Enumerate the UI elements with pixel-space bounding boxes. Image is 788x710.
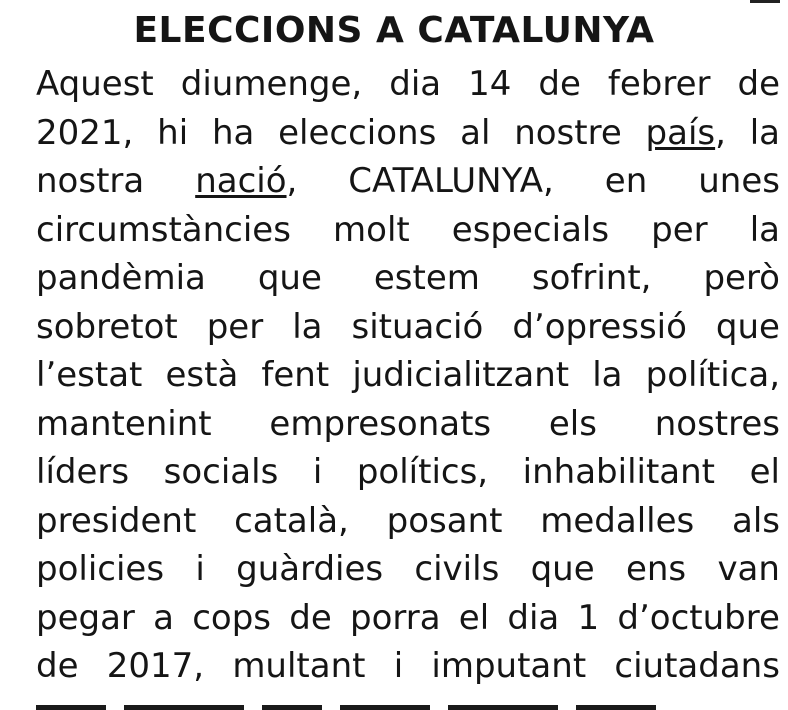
- word: eleccions: [278, 112, 437, 153]
- text-line: [36, 448, 780, 497]
- text-line: [36, 254, 780, 303]
- word: CATALUNYA,: [348, 161, 554, 201]
- word: a: [153, 597, 174, 638]
- word: mantenint: [36, 403, 212, 444]
- word: d’octubre: [617, 597, 780, 638]
- word: la: [592, 355, 623, 395]
- word: guàrdies: [236, 549, 384, 589]
- word: la: [749, 112, 780, 153]
- word: català,: [234, 500, 349, 541]
- word: nostres: [654, 403, 780, 444]
- text-line: [36, 109, 780, 158]
- word: cops: [192, 597, 272, 638]
- text-line: [36, 497, 780, 546]
- word: l’estat: [36, 355, 143, 395]
- word: unes: [698, 161, 780, 201]
- word: de: [737, 64, 780, 104]
- word: 2017,: [106, 646, 205, 686]
- word: especials: [451, 209, 610, 250]
- word: policies: [36, 549, 165, 589]
- text-line: [36, 60, 780, 109]
- text-line: [36, 206, 780, 255]
- word: nostre: [514, 112, 622, 153]
- word: el: [458, 597, 490, 638]
- word: ha: [211, 112, 255, 153]
- word: multant: [232, 646, 366, 686]
- word: als: [732, 500, 780, 541]
- word: que: [257, 258, 322, 298]
- word: 1: [577, 597, 600, 638]
- word: fent: [261, 355, 330, 395]
- word: president: [36, 500, 197, 541]
- word: el: [749, 452, 780, 492]
- word: ciutadans: [614, 646, 780, 686]
- word: 2021,: [36, 112, 134, 153]
- word: imputant: [431, 646, 587, 686]
- word: nostra: [36, 161, 145, 201]
- text-line: [36, 642, 780, 691]
- word: d’opressió: [512, 306, 687, 347]
- word: en: [604, 161, 648, 201]
- word: però: [703, 258, 780, 298]
- word: política,: [645, 355, 780, 395]
- word: pandèmia: [36, 258, 206, 298]
- word: la: [292, 306, 323, 347]
- article-title: ELECCIONS A CATALUNYA: [133, 10, 655, 51]
- word: està: [165, 355, 239, 395]
- text-line: [36, 157, 780, 206]
- word: per: [651, 209, 708, 250]
- word: i: [312, 452, 323, 492]
- word: judicialitzant: [352, 355, 570, 395]
- word: els: [548, 403, 597, 444]
- word: civils: [414, 549, 500, 589]
- word: inhabilitant: [522, 452, 716, 492]
- word: pegar: [36, 597, 135, 638]
- text-line: [36, 545, 780, 594]
- word: ens: [625, 549, 687, 589]
- word: dia: [389, 64, 442, 104]
- word: i: [195, 549, 205, 589]
- word: Aquest: [36, 64, 154, 104]
- word: empresonats: [269, 403, 492, 444]
- word: nació,: [195, 161, 298, 201]
- word: que: [715, 306, 780, 347]
- word: la: [749, 209, 780, 250]
- article-body: [36, 60, 780, 691]
- word: líders: [36, 452, 130, 492]
- word: que: [530, 549, 595, 589]
- word: situació: [351, 306, 484, 347]
- word: 14: [468, 64, 512, 104]
- word: per: [206, 306, 264, 347]
- word: i: [393, 646, 404, 686]
- text-line: [36, 351, 780, 400]
- text-line: [36, 303, 780, 352]
- word: hi: [157, 112, 189, 153]
- word: medalles: [540, 500, 695, 541]
- word: sofrint,: [531, 258, 652, 298]
- word: dia: [507, 597, 560, 638]
- text-line: [36, 594, 780, 643]
- word: de: [538, 64, 581, 104]
- word: posant: [386, 500, 503, 541]
- word: socials: [163, 452, 279, 492]
- word: van: [717, 549, 780, 589]
- text-line: [36, 400, 780, 449]
- word: porra: [349, 597, 441, 638]
- word: diumenge,: [180, 64, 363, 104]
- cut-off-line: [36, 698, 756, 710]
- word: país,: [645, 112, 726, 153]
- word: circumstàncies: [36, 209, 291, 250]
- word: de: [289, 597, 332, 638]
- scan-edge-mark: [750, 0, 780, 3]
- word: polítics,: [356, 452, 489, 492]
- word: al: [460, 112, 491, 153]
- word: de: [36, 646, 79, 686]
- word: sobretot: [36, 306, 178, 347]
- word: molt: [333, 209, 410, 250]
- word: estem: [373, 258, 480, 298]
- word: febrer: [607, 64, 711, 104]
